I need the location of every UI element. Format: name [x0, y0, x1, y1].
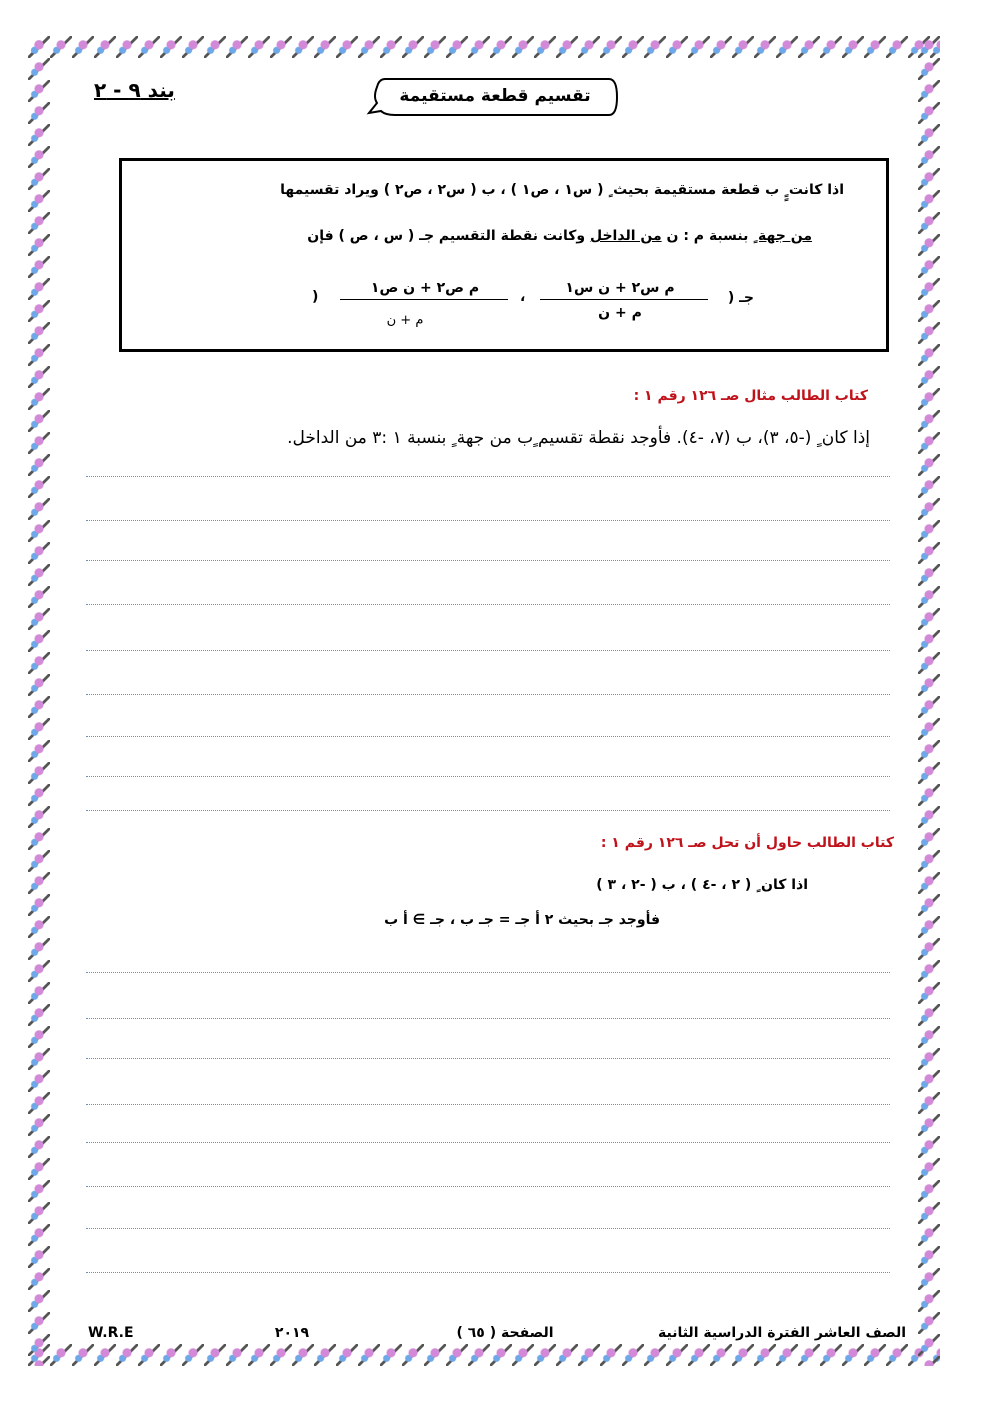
- page-border-right: [918, 36, 940, 1366]
- answer-line: [86, 520, 890, 521]
- formula-point-label: جـ (: [727, 290, 754, 306]
- answer-line: [86, 736, 890, 737]
- formula-y-denominator: م + ن: [386, 313, 424, 328]
- answer-line: [86, 810, 890, 811]
- formula-x-numerator: م س٢ + ن س١: [565, 280, 675, 296]
- answer-line: [86, 694, 890, 695]
- answer-line: [86, 476, 890, 477]
- rule-line-2: [192, 228, 812, 244]
- example2-line-1: اذا كان ٍ ( ٢ ، -٤ ) ، ب ( -٢ ، ٣ ): [596, 877, 808, 893]
- example2-line-2: فأوجد جـ بحيث ٢ أ جـ = جـ ب ، جـ ∋ أ ب: [384, 912, 660, 928]
- rule-from-side: من جهة ٍ: [753, 228, 812, 244]
- rule-point: وكانت نقطة التقسيم جـ ( س ، ص ) فإن: [307, 228, 590, 244]
- answer-line: [86, 1104, 890, 1105]
- example2-heading: كتاب الطالب حاول أن تحل صـ ١٢٦ رقم ١ :: [600, 835, 894, 851]
- page-border-bottom: [28, 1344, 940, 1366]
- formula-y-numerator: م ص٢ + ن ص١: [370, 280, 480, 296]
- footer-page: الصفحة ( ٦٥ ): [456, 1325, 554, 1341]
- formula-x-denominator: م + ن: [598, 305, 642, 321]
- footer-author: W.R.E: [88, 1325, 134, 1341]
- example1-heading: كتاب الطالب مثال صـ ١٢٦ رقم ١ :: [633, 388, 868, 404]
- answer-line: [86, 1272, 890, 1273]
- formula-y-bar: [340, 299, 508, 300]
- formula-x-bar: [540, 299, 708, 300]
- formula-comma: ،: [520, 289, 526, 305]
- answer-line: [86, 776, 890, 777]
- answer-line: [86, 1186, 890, 1187]
- page-title: تقسيم قطعة مستقيمة: [399, 86, 591, 106]
- rule-internal: من الداخل: [589, 228, 662, 244]
- answer-line: [86, 1142, 890, 1143]
- page-border-left: [28, 36, 50, 1366]
- example1-question: إذا كان ٍ (-٥، ٣)، ب (٧، -٤). فأوجد نقطة تقسيم ٍب من جهة ٍ بنسبة ١ :٣ من الداخل.: [287, 428, 870, 448]
- answer-line: [86, 1018, 890, 1019]
- answer-line: [86, 650, 890, 651]
- answer-line: [86, 1228, 890, 1229]
- section-reference: بند ٩ - ٢: [94, 78, 175, 102]
- answer-line: [86, 560, 890, 561]
- answer-line: [86, 972, 890, 973]
- formula-close: ): [312, 289, 319, 305]
- answer-line: [86, 604, 890, 605]
- answer-line: [86, 1058, 890, 1059]
- footer-year: ٢٠١٩: [274, 1325, 310, 1341]
- rule-line-1: اذا كانت ٍٍ ب قطعة مستقيمة بحيث ٍ ( س١ ، ص١ ) ، ب ( س٢ ، ص٢ ) ويراد تقسيمها: [280, 182, 844, 198]
- page-border-top: [28, 36, 940, 58]
- rule-ratio: بنسبة م : ن: [661, 228, 754, 244]
- footer-grade: الصف العاشر الفترة الدراسية الثانية: [658, 1325, 906, 1341]
